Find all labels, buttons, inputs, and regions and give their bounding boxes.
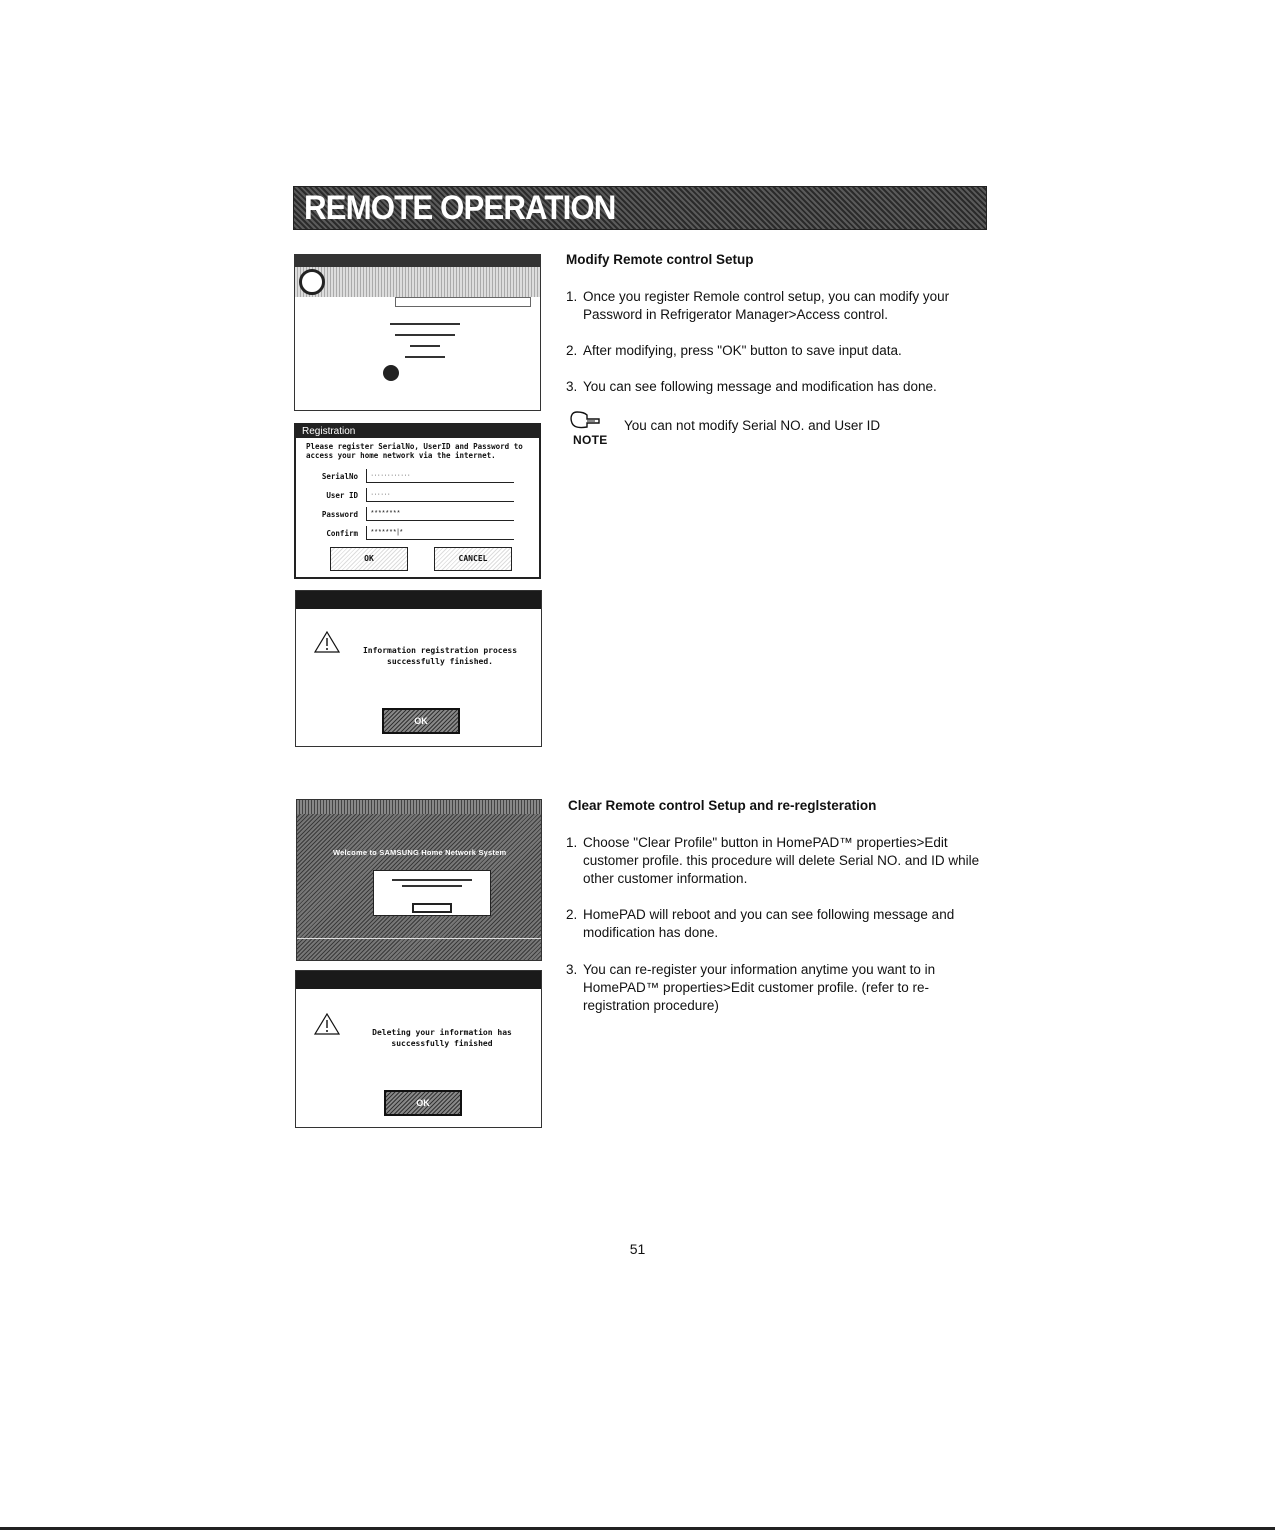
warning-icon [314, 631, 340, 653]
dialog-titlebar [296, 971, 541, 989]
window-header [295, 267, 540, 297]
step-text: You can see following message and modification has done. [583, 379, 937, 394]
confirm-field[interactable]: *******|* [366, 526, 514, 540]
step-text: After modifying, press "OK" button to save input data. [583, 343, 902, 358]
welcome-screenshot [296, 799, 542, 961]
dialog-title: Registration [296, 425, 539, 438]
step-number: 2. [566, 907, 578, 922]
logo-circle-icon [383, 365, 399, 381]
section1-heading: Modify Remote control Setup [566, 252, 754, 267]
step-text: HomePAD will reboot and you can see following message and modification has done. [583, 907, 955, 940]
password-row [300, 507, 532, 523]
pointing-hand-icon [569, 410, 603, 430]
section2-step-3 [566, 961, 986, 1015]
password-field[interactable]: ******** [366, 507, 514, 521]
success-message: Information registration process successfully finished. [362, 646, 518, 666]
page-title: REMOTE OPERATION [304, 189, 616, 227]
dialog-ok-button[interactable] [412, 903, 452, 913]
access-control-screenshot [294, 254, 541, 411]
userid-row [300, 488, 532, 504]
dialog-titlebar [296, 591, 541, 609]
section1-step-3 [566, 378, 986, 396]
step-number: 1. [566, 289, 578, 304]
confirm-label: Confirm [326, 529, 358, 538]
delete-success-dialog [295, 970, 542, 1128]
warning-icon [314, 1013, 340, 1035]
registration-message: Please register SerialNo, UserID and Password to access your home network via the internet. [306, 442, 523, 460]
step-number: 3. [566, 962, 578, 977]
window-titlebar [297, 800, 541, 814]
section1-step-1 [566, 288, 986, 324]
window-titlebar [295, 255, 540, 267]
userid-field[interactable]: ······ [366, 488, 514, 502]
section2-heading: Clear Remote control Setup and re-reglsteration [568, 798, 877, 813]
section2-step-1 [566, 834, 986, 888]
ok-button[interactable]: OK [384, 1090, 462, 1116]
serial-field[interactable]: ············ [366, 469, 514, 483]
swoosh-line [297, 938, 542, 939]
registration-dialog [294, 423, 541, 579]
page-number: 51 [629, 1241, 646, 1257]
note-text: You can not modify Serial NO. and User ID [624, 418, 881, 433]
info-lines [365, 323, 485, 367]
password-label: Password [321, 510, 358, 519]
step-text: Once you register Remole control setup, you can modify your Password in Refrigerator Manager>Access control. [583, 289, 950, 322]
section1-step-2 [566, 342, 986, 360]
ok-button[interactable]: OK [330, 547, 408, 571]
delete-message: Deleting your information has successfully finished [372, 1028, 512, 1048]
step-number: 3. [566, 379, 578, 394]
step-text: You can re-register your information anytime you want to in HomePAD™ properties>Edit customer profile. (refer to re-registration procedure) [583, 962, 936, 1013]
access-control-tab [395, 297, 531, 307]
userid-label: User ID [326, 491, 358, 500]
cancel-button[interactable]: CANCEL [434, 547, 512, 571]
serial-label: SerialNo [321, 472, 358, 481]
step-text: Choose "Clear Profile" button in HomePAD™ properties>Edit customer profile. this procedure will delete Serial NO. and ID while other customer information. [583, 835, 980, 886]
welcome-title: Welcome to SAMSUNG Home Network System [333, 848, 507, 857]
section-banner [293, 186, 987, 230]
note-label: NOTE [573, 433, 608, 447]
serial-row [300, 469, 532, 485]
reboot-dialog [373, 870, 491, 916]
step-number: 2. [566, 343, 578, 358]
section2-step-2 [566, 906, 986, 942]
step-number: 1. [566, 835, 578, 850]
samsung-logo-icon [299, 269, 325, 295]
registration-success-dialog [295, 590, 542, 747]
confirm-row [300, 526, 532, 542]
ok-button[interactable]: OK [382, 708, 460, 734]
